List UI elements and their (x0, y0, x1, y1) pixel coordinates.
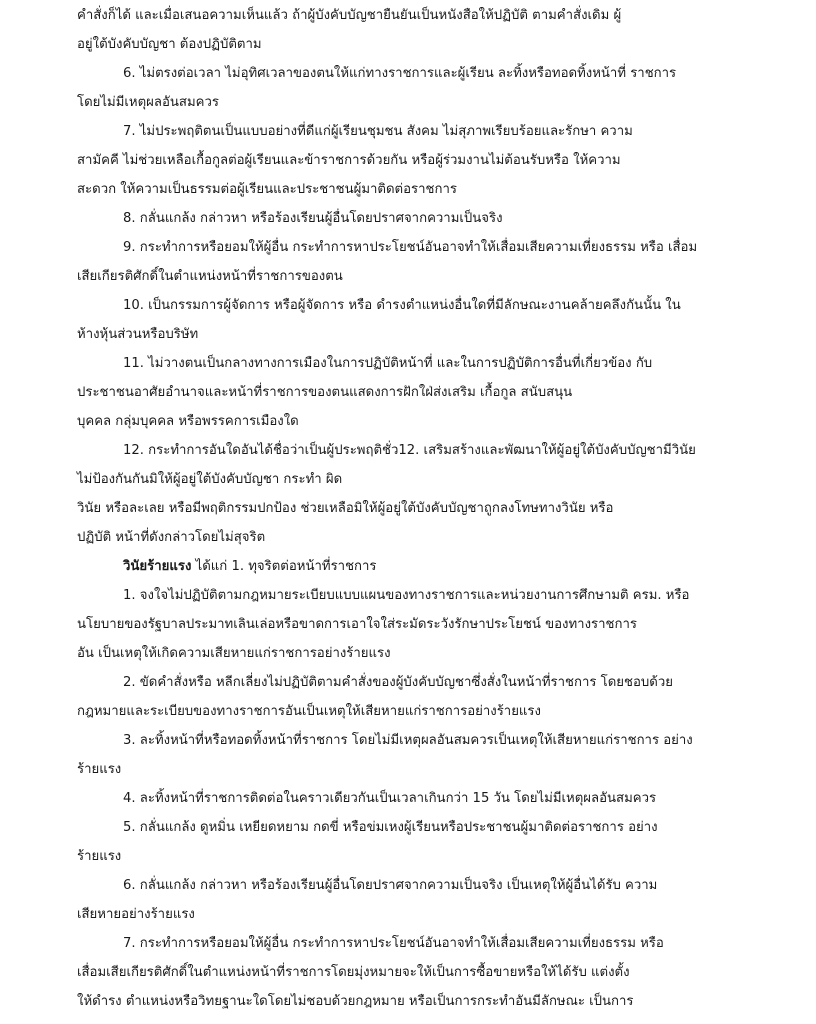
text-line: สะดวก ให้ความเป็นธรรมต่อผู้เรียนและประชาชนผู้มาติดต่อราชการ (77, 182, 457, 197)
text-line: อยู่ใต้บังคับบัญชา ต้องปฏิบัติตาม (77, 37, 262, 52)
text-line: 12. กระทำการอันใดอันได้ชื่อว่าเป็นผู้ประพฤติชั่ว12. เสริมสร้างและพัฒนาให้ผู้อยู่ใต้บังคับบัญชามีวินัย (123, 443, 696, 458)
text-line: 11. ไม่วางตนเป็นกลางทางการเมืองในการปฏิบัติหน้าที่ และในการปฏิบัติการอื่นที่เกี่ยวข้อง กับ (123, 356, 653, 371)
text-line: เสียหายอย่างร้ายแรง (77, 907, 195, 922)
text-line: เสื่อมเสียเกียรติศักดิ์ในตำแหน่งหน้าที่ราชการโดยมุ่งหมายจะให้เป็นการซื้อขายหรือให้ได้รับ แต่งตั้ง (77, 965, 630, 980)
text-line: เสียเกียรติศักดิ์ในตำแหน่งหน้าที่ราชการของตน (77, 269, 343, 284)
text-line: 1. จงใจไม่ปฏิบัติตามกฎหมายระเบียบแบบแผนของทางราชการและหน่วยงานการศึกษามติ ครม. หรือ (123, 588, 690, 603)
section-heading-line (123, 557, 377, 577)
text-line: โดยไม่มีเหตุผลอันสมควร (77, 95, 219, 110)
text-line: 9. กระทำการหรือยอมให้ผู้อื่น กระทำการหาประโยชน์อันอาจทำให้เสื่อมเสียความเที่ยงธรรม หรือ เสื่อม (123, 240, 698, 255)
section-heading: วินัยร้ายแรง (123, 559, 192, 574)
text-line: 8. กลั่นแกล้ง กล่าวหา หรือร้องเรียนผู้อื่นโดยปราศจากความเป็นจริง (123, 211, 503, 226)
text-line: 4. ละทิ้งหน้าที่ราชการติดต่อในคราวเดียวกันเป็นเวลาเกินกว่า 15 วัน โดยไม่มีเหตุผลอันสมควร (123, 791, 657, 806)
text-line: 7. ไม่ประพฤติตนเป็นแบบอย่างที่ดีแก่ผู้เรียนชุมชน สังคม ไม่สุภาพเรียบร้อยและรักษา ความ (123, 124, 633, 139)
text-line: 2. ขัดคำสั่งหรือ หลีกเลี่ยงไม่ปฏิบัติตามคำสั่งของผู้บังคับบัญชาซึ่งสั่งในหน้าที่ราชการ โดยชอบด้วย (123, 675, 673, 690)
text-line: 5. กลั่นแกล้ง ดูหมิ่น เหยียดหยาม กดขี่ หรือข่มเหงผู้เรียนหรือประชาชนผู้มาติดต่อราชการ อย่าง (123, 820, 658, 835)
text-line: ร้ายแรง (77, 762, 122, 777)
text-line: 6. ไม่ตรงต่อเวลา ไม่อุทิศเวลาของตนให้แก่ทางราชการและผู้เรียน ละทิ้งหรือทอดทิ้งหน้าที่ ราชการ (123, 66, 677, 81)
text-line: ไม่ป้องกันกันมิให้ผู้อยู่ใต้บังคับบัญชา กระทำ ผิด (77, 472, 343, 487)
text-line: บุคคล กลุ่มบุคคล หรือพรรคการเมืองใด (77, 414, 299, 429)
text-line: 6. กลั่นแกล้ง กล่าวหา หรือร้องเรียนผู้อื่นโดยปราศจากความเป็นจริง เป็นเหตุให้ผู้อื่นได้รับ ความ (123, 878, 658, 893)
text-line: ให้ดำรง ตำแหน่งหรือวิทยฐานะใดโดยไม่ชอบด้วยกฎหมาย หรือเป็นการกระทำอันมีลักษณะ เป็นการ (77, 994, 634, 1009)
text-line: 3. ละทิ้งหน้าที่หรือทอดทิ้งหน้าที่ราชการ โดยไม่มีเหตุผลอันสมควรเป็นเหตุให้เสียหายแก่ราชการ อย่าง (123, 733, 693, 748)
text-line: ร้ายแรง (77, 849, 122, 864)
text-line: สามัคคี ไม่ช่วยเหลือเกื้อกูลต่อผู้เรียนและข้าราชการด้วยกัน หรือผู้ร่วมงานไม่ต้อนรับหรือ ให้ความ (77, 153, 621, 168)
text-line: 7. กระทำการหรือยอมให้ผู้อื่น กระทำการหาประโยชน์อันอาจทำให้เสื่อมเสียความเที่ยงธรรม หรือ (123, 936, 664, 951)
text-line: คำสั่งก็ได้ และเมื่อเสนอความเห็นแล้ว ถ้าผู้บังคับบัญชายืนยันเป็นหนังสือให้ปฏิบัติ ตามคำสั่งเดิม ผู้ (77, 8, 622, 23)
text-line: กฎหมายและระเบียบของทางราชการอันเป็นเหตุให้เสียหายแก่ราชการอย่างร้ายแรง (77, 704, 541, 719)
text-line: นโยบายของรัฐบาลประมาทเลินเล่อหรือขาดการเอาใจใส่ระมัดระวังรักษาประโยชน์ ของทางราชการ (77, 617, 637, 632)
text-line: วินัย หรือละเลย หรือมีพฤติกรรมปกป้อง ช่วยเหลือมิให้ผู้อยู่ใต้บังคับบัญชาถูกลงโทษทางวินัย หรือ (77, 501, 614, 516)
text-line: อัน เป็นเหตุให้เกิดความเสียหายแก่ราชการอย่างร้ายแรง (77, 646, 391, 661)
text-line: ห้างหุ้นส่วนหรือบริษัท (77, 327, 199, 342)
text-line: 10. เป็นกรรมการผู้จัดการ หรือผู้จัดการ หรือ ดำรงตำแหน่งอื่นใดที่มีลักษณะงานคล้ายคลึงกันนั้น ใน (123, 298, 681, 313)
text-line: ปฏิบัติ หน้าที่ดังกล่าวโดยไม่สุจริต (77, 530, 266, 545)
text-line: ประชาชนอาศัยอำนาจและหน้าที่ราชการของตนแสดงการฝักใฝ่ส่งเสริม เกื้อกูล สนับสนุน (77, 385, 573, 400)
text-fragment: ได้แก่ 1. ทุจริตต่อหน้าที่ราชการ (191, 559, 377, 574)
